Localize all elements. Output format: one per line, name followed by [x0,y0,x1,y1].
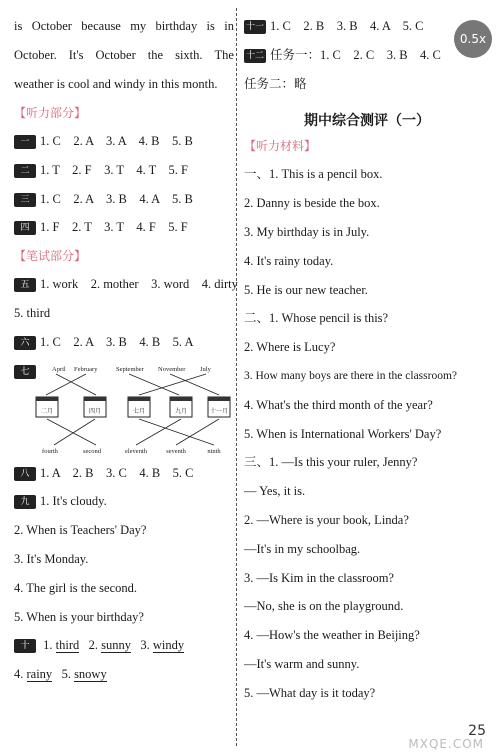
writing-section-heading: 【笔试部分】 [14,249,87,264]
question-number-badge: 五 [14,278,36,292]
word: October. [14,48,57,62]
transcript-line: 5. —What day is it today? [244,685,376,700]
answer-row-12 [244,47,490,76]
month-box-label: 七月 [132,407,146,415]
month-box-header [170,397,192,401]
question-number-badge: 八 [14,467,36,481]
transcript-line: 5. When is International Workers' Day? [244,426,442,441]
question-number-badge: 四 [14,221,36,235]
month-box-label: 九月 [174,407,188,415]
question-number-badge: 十一 [246,22,265,32]
item-number: 5. [61,667,71,682]
transcript-line: — Yes, it is. [244,484,306,499]
answer-row-8 [14,465,234,494]
answer-text: 1. T 2. F 3. T 4. T 5. F [40,162,188,177]
month-box-header [36,397,58,401]
column-divider [236,8,237,746]
bottom-word-fourth: fourth [42,447,58,455]
answer-row-9-3: 3. It's Monday. [14,551,89,566]
transcript-line: 2. —Where is your book, Linda? [244,512,409,527]
word: The [214,48,234,62]
word: in [224,19,234,33]
answer-text: 1. A 2. B 3. C 4. B 5. C [40,465,194,480]
top-word-september: September [116,365,144,373]
word: October [95,48,136,62]
item-number: 3. [140,638,150,653]
answer-text: 1. C 2. A 3. B 4. B 5. A [40,334,194,349]
month-box-label: 二月 [40,407,54,415]
question-number-badge: 一 [14,135,36,149]
word: October [31,19,72,33]
bottom-word-ninth: ninth [207,447,221,455]
matching-diagram-svg [14,363,229,459]
word: It's [68,48,84,62]
answer-row-10-2 [14,666,234,695]
answer-row-2 [14,162,234,191]
bottom-word-second: second [82,447,102,455]
answer-row-10 [14,637,234,666]
answer-row-5 [14,276,238,305]
match-line [139,419,214,445]
month-box-header [208,397,230,401]
transcript-line: 4. It's rainy today. [244,253,334,268]
item-number: 2. [88,638,98,653]
playback-speed-button[interactable]: 0.5x [454,20,492,58]
word: sixth. [175,48,203,62]
transcript-line: 3. How many boys are there in the classroom? [244,369,458,382]
transcript-line: —It's warm and sunny. [244,656,360,671]
answer-text: 1. C 2. A 3. B 4. A 5. B [40,191,193,206]
question-number-badge: 十二 [246,50,265,61]
word: the [147,48,164,62]
right-column [244,18,490,714]
match-line [176,419,219,445]
match-line [46,374,86,395]
matching-diagram [14,363,234,459]
transcript-line: 三、1. —Is this your ruler, Jenny? [244,455,418,470]
answer-row-11 [244,18,490,47]
question-number-badge: 十 [14,639,36,653]
month-box-label: 十一月 [209,407,229,415]
transcript-line: 3. My birthday is in July. [244,224,370,239]
word: is [206,19,215,33]
listening-section-heading: 【听力部分】 [14,106,87,120]
answer-text: 1. work 2. mother 3. word 4. dirty [40,277,238,292]
transcript-line: 3. —Is Kim in the classroom? [244,570,394,585]
answer-word: sunny [101,638,131,653]
match-line [170,374,219,395]
answer-row-9-2: 2. When is Teachers' Day? [14,523,147,538]
top-word-july: July [200,365,211,373]
question-number-badge: 三 [14,193,36,207]
intro-line-3: weather is cool and windy in this month. [14,77,218,91]
month-box-header [84,397,106,401]
answer-row-12-task2: 任务二：略 [244,76,307,91]
question-number-badge: 二 [14,164,36,178]
answer-row-9 [14,493,234,522]
answer-text: 1. F 2. T 3. T 4. F 5. F [40,220,188,235]
transcript-line: —No, she is on the playground. [244,599,404,614]
month-box-label: 四月 [88,407,102,415]
transcript-line: 2. Where is Lucy? [244,340,336,355]
bottom-word-seventh: seventh [166,447,186,455]
month-box-header [128,397,150,401]
transcript-line: —It's in my schoolbag. [244,541,361,556]
transcript-line: 4. —How's the weather in Beijing? [244,628,420,643]
top-word-april: April [52,365,66,373]
answer-word: windy [152,638,185,653]
transcript-line: 一、1. This is a pencil box. [244,167,383,182]
answer-row-9-4: 4. The girl is the second. [14,580,138,595]
answer-row-9-5: 5. When is your birthday? [14,609,144,624]
question-number-badge: 九 [14,495,36,509]
answer-row-3 [14,191,234,220]
top-word-november: November [158,365,186,373]
question-number-badge: 六 [14,336,36,350]
watermark: MXQE.COM [408,737,484,751]
transcript-line: 2. Danny is beside the box. [244,196,380,211]
word: is [14,19,23,33]
word: my [130,19,147,33]
listening-material-heading: 【听力材料】 [244,139,317,154]
answer-text: 1. C 2. A 3. A 4. B 5. B [40,134,193,148]
match-line [136,419,181,445]
answer-word: third [55,638,80,653]
transcript-line: 二、1. Whose pencil is this? [244,311,389,326]
answer-row-5-cont: 5. third [14,305,51,320]
match-line [56,374,96,395]
intro-line-1 [14,18,234,47]
page-number: 25 [468,723,486,739]
answer-text: 1. C 2. B 3. B 4. A 5. C [270,19,424,33]
transcript-line: 4. What's the third month of the year? [244,397,433,412]
question-number-badge: 七 [14,365,36,379]
answer-word: snowy [74,667,107,682]
word: birthday [155,19,198,33]
answer-row-6 [14,334,234,363]
answer-row-4 [14,219,234,248]
intro-line-2 [14,47,234,76]
word: because [81,19,121,33]
answer-word: rainy [26,667,53,682]
bottom-word-eleventh: eleventh [124,447,148,455]
top-word-february: February [74,365,98,373]
answer-text: 1. It's cloudy. [40,494,107,509]
item-number: 4. [14,667,24,682]
left-column [14,18,238,695]
item-number: 1. [43,638,53,653]
section-title: 期中综合测评（一） [304,113,430,130]
transcript-line: 5. He is our new teacher. [244,282,368,297]
answer-row-1 [14,133,234,162]
answer-text: 任务一：1. C 2. C 3. B 4. C [270,47,441,62]
